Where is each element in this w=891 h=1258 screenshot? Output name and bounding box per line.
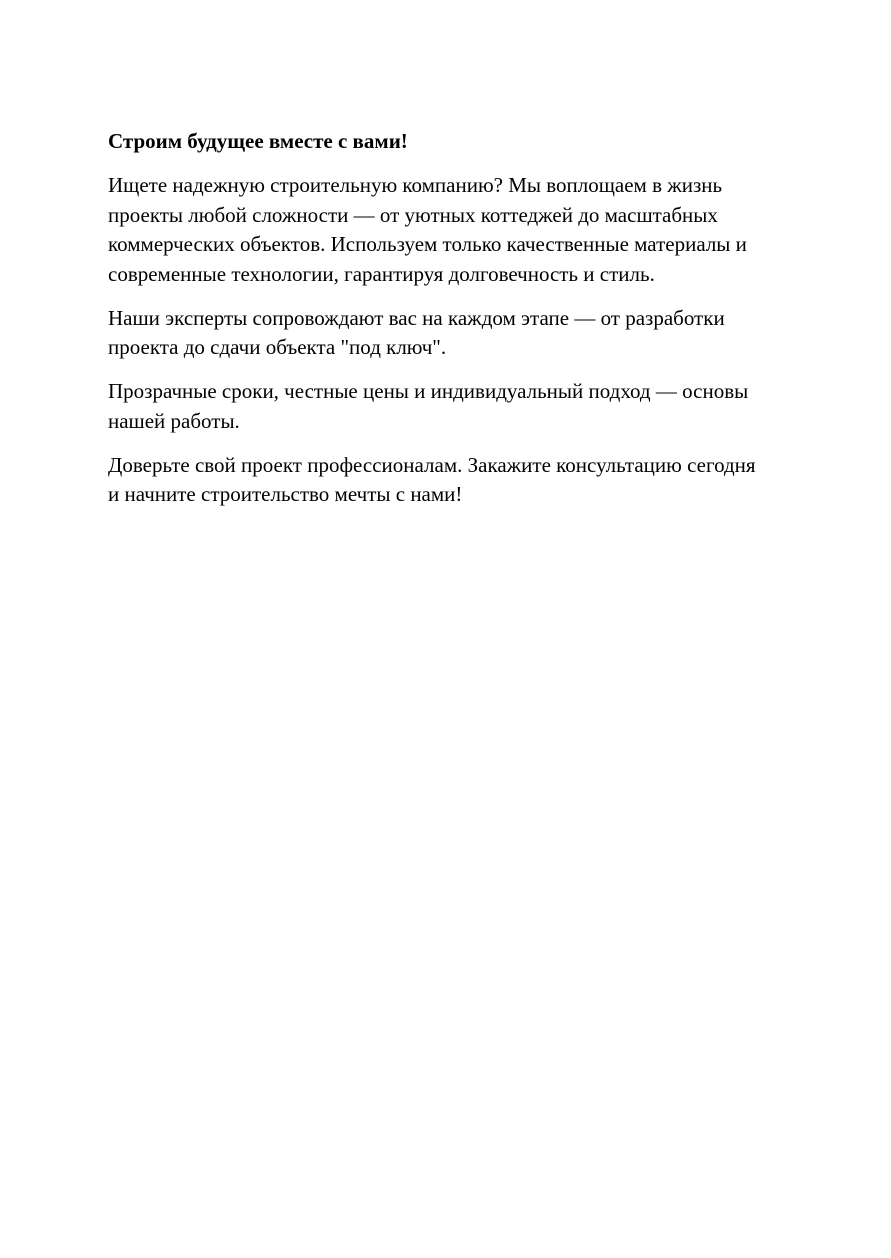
document-heading: Строим будущее вместе с вами! <box>108 129 408 153</box>
paragraph-intro: Ищете надежную строительную компанию? Мы воплощаем в жизнь проекты любой сложности — от уютных коттеджей до масштабных коммерческих объектов. Используем только качественные материалы и современные технологии, гарантируя долговечность и стиль. <box>108 173 747 286</box>
paragraph-principles: Прозрачные сроки, честные цены и индивидуальный подход — основы нашей работы. <box>108 379 749 433</box>
paragraph-cta: Доверьте свой проект профессионалам. Закажите консультацию сегодня и начните строительство мечты с нами! <box>108 452 756 506</box>
paragraph-experts: Наши эксперты сопровождают вас на каждом этапе — от разработки проекта до сдачи объекта "под ключ". <box>108 305 725 359</box>
